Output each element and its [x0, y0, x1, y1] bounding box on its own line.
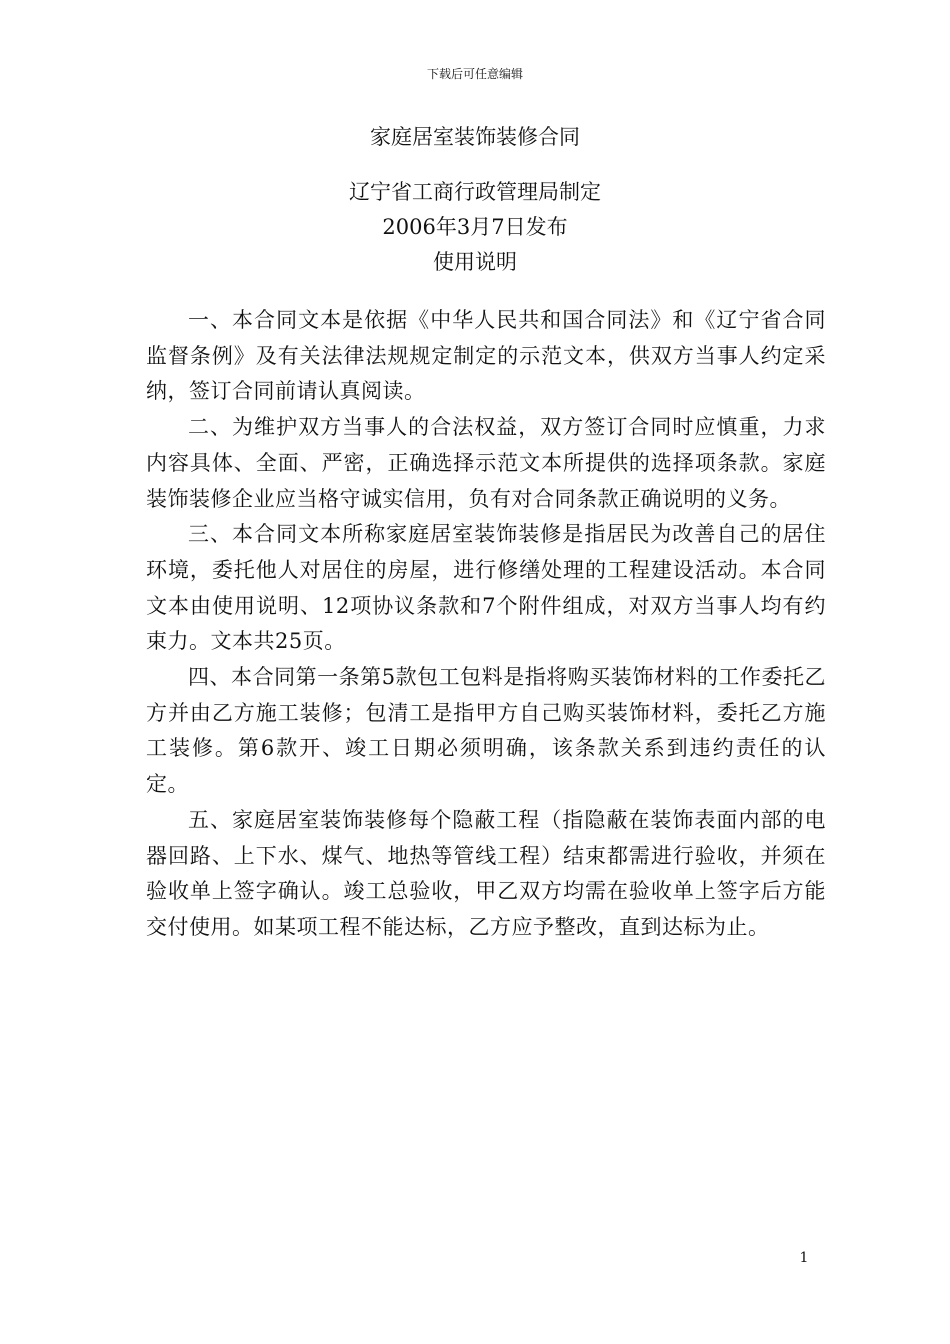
- instructions-body: [146, 303, 826, 946]
- issuer-line: 辽宁省工商行政管理局制定: [349, 180, 601, 204]
- section-heading: 使用说明: [433, 250, 517, 274]
- document-title: 家庭居室装饰装修合同: [370, 125, 580, 149]
- paragraph-5: 五、家庭居室装饰装修每个隐蔽工程（指隐蔽在装饰表面内部的电器回路、上下水、煤气、地热等管线工程）结束都需进行验收，并须在验收单上签字确认。竣工总验收，甲乙双方均需在验收单上签字后方能交付使用。如某项工程不能达标，乙方应予整改，直到达标为止。: [146, 807, 826, 939]
- paragraph-1: 一、本合同文本是依据《中华人民共和国合同法》和《辽宁省合同监督条例》及有关法律法规规定制定的示范文本，供双方当事人约定采纳，签订合同前请认真阅读。: [146, 308, 826, 404]
- paragraph-4: 四、本合同第一条第5款包工包料是指将购买装饰材料的工作委托乙方并由乙方施工装修；包清工是指甲方自己购买装饰材料，委托乙方施工装修。第6款开、竣工日期必须明确，该条款关系到违约责任的认定。: [146, 665, 826, 797]
- paragraph-2: 二、为维护双方当事人的合法权益，双方签订合同时应慎重，力求内容具体、全面、严密，正确选择示范文本所提供的选择项条款。家庭装饰装修企业应当格守诚实信用，负有对合同条款正确说明的义务。: [146, 415, 826, 511]
- paragraph-3: 三、本合同文本所称家庭居室装饰装修是指居民为改善自己的居住环境，委托他人对居住的房屋，进行修缮处理的工程建设活动。本合同文本由使用说明、12项协议条款和7个附件组成，对双方当事人均有约束力。文本共25页。: [146, 522, 826, 654]
- page-number: 1: [799, 1250, 809, 1266]
- publish-date-line: 2006年3月7日发布: [382, 215, 568, 239]
- header-note: 下载后可任意编辑: [426, 67, 523, 81]
